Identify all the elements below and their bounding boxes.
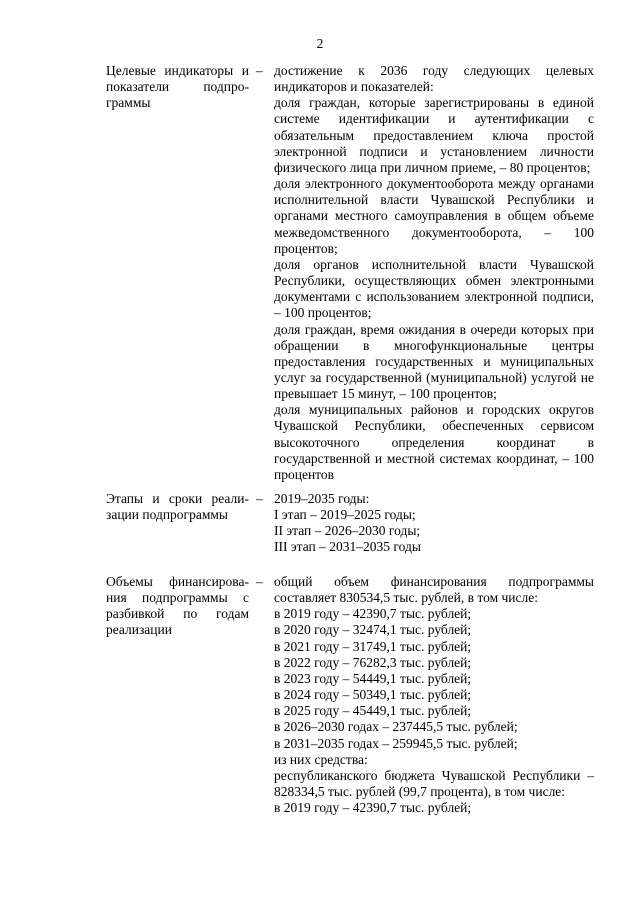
section-label — [106, 491, 249, 523]
funding-line: в 2024 году – 50349,1 тыс. рублей; — [274, 687, 472, 703]
paragraph: общий объем финансирования подпрограммы составляет 830534,5 тыс. рублей, в том числе: — [274, 574, 594, 606]
paragraph: доля муниципальных районов и городских округов Чувашской Республики, обеспеченных сервисом высокоточного определения координат в государственной и местной системах координат, – 100 процентов — [274, 402, 594, 482]
label-line: Этапы и сроки реали- — [106, 491, 249, 506]
funding-line: из них средства: — [274, 751, 368, 767]
funding-line: в 2021 году – 31749,1 тыс. рублей; — [274, 638, 472, 654]
section-label — [106, 63, 249, 111]
label-line: Целевые индикаторы и — [106, 63, 249, 78]
stage-line: II этап – 2026–2030 годы; — [274, 523, 421, 539]
paragraph: республиканского бюджета Чувашской Республики – 828334,5 тыс. рублей (99,7 процента), в том числе: — [274, 767, 594, 800]
section-content — [274, 63, 594, 483]
funding-line: в 2019 году – 42390,7 тыс. рублей; — [274, 800, 472, 816]
stage-line: III этап – 2031–2035 годы — [274, 539, 421, 555]
funding-line: в 2031–2035 годах – 259945,5 тыс. рублей; — [274, 735, 518, 751]
label-line: ния подпрограммы с — [106, 590, 249, 606]
section-label — [106, 574, 249, 638]
page-number: 2 — [316, 36, 324, 51]
funding-line: в 2019 году – 42390,7 тыс. рублей; — [274, 606, 472, 622]
label-line: разбивкой по годам — [106, 606, 249, 622]
label-line: граммы — [106, 95, 151, 111]
funding-line: в 2026–2030 годах – 237445,5 тыс. рублей; — [274, 719, 518, 735]
funding-line: в 2020 году – 32474,1 тыс. рублей; — [274, 622, 472, 638]
label-line: показатели подпро- — [106, 79, 249, 95]
label-line: реализации — [106, 622, 172, 638]
funding-line: в 2022 году – 76282,3 тыс. рублей; — [274, 654, 472, 670]
funding-line: в 2025 году – 45449,1 тыс. рублей; — [274, 703, 472, 719]
section-content — [274, 574, 594, 816]
label-line: зации подпрограммы — [106, 507, 228, 523]
paragraph: доля электронного документооборота между органами исполнительной власти Чувашской Республики и органами местного самоуправления в общем объеме межведомственного документооборота, – 100 процентов; — [274, 176, 594, 256]
separator-dash: – — [256, 491, 263, 506]
section-content — [274, 491, 594, 556]
label-line: Объемы финансирова- — [106, 574, 249, 589]
funding-line: в 2023 году – 54449,1 тыс. рублей; — [274, 670, 472, 686]
stage-line: I этап – 2019–2025 годы; — [274, 507, 416, 523]
stage-line: 2019–2035 годы: — [274, 491, 370, 506]
paragraph: доля граждан, время ожидания в очереди которых при обращении в многофункциональные центры предоставления государственных и муниципальных услуг за государственной (муниципальной) услугой не превышает 15 минут, – 100 процентов; — [274, 321, 594, 402]
separator-dash: – — [256, 574, 263, 589]
paragraph: доля органов исполнительной власти Чувашской Республики, осуществляющих обмен электронными документами с использованием электронной подписи, – 100 процентов; — [274, 256, 594, 321]
paragraph: доля граждан, которые зарегистрированы в единой системе идентификации и аутентификации с обязательным предоставлением ключа простой электронной подписи и установлением личности физического лица при личном приеме, – 80 процентов; — [274, 95, 594, 175]
paragraph: достижение к 2036 году следующих целевых индикаторов и показателей: — [274, 63, 594, 95]
separator-dash: – — [256, 63, 263, 78]
